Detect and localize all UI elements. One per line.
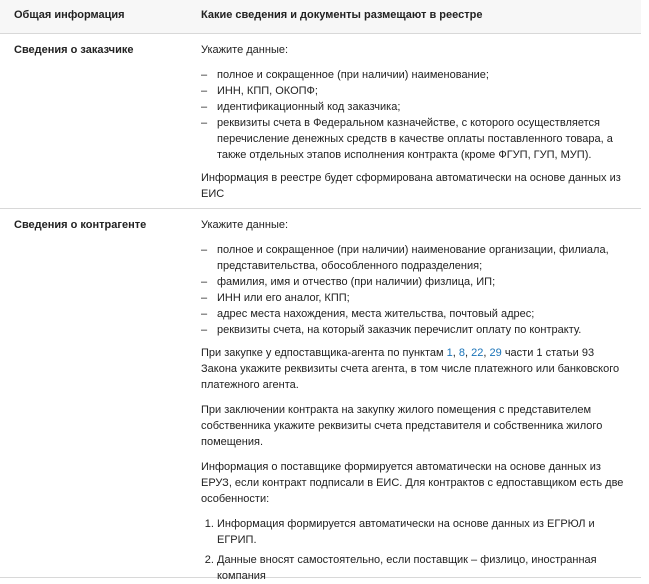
contractor-details: [201, 209, 641, 582]
table-row-contractor: [0, 209, 641, 582]
table-row-customer: [0, 34, 641, 209]
list-item: – ИНН или его аналог, КПП;: [201, 290, 633, 306]
list-item: – ИНН, КПП, ОКОПФ;: [201, 83, 633, 99]
housing-paragraph: При заключении контракта на закупку жилого помещения с представителем собственника укажите реквизиты счета представителя и собственника жилого помещения.: [201, 404, 603, 448]
customer-label: Сведения о заказчике: [14, 44, 134, 56]
customer-details: [201, 34, 641, 208]
table-header: [0, 0, 641, 34]
features-list: [201, 516, 633, 584]
supplier-info-paragraph: Информация о поставщике формируется автоматически на основе данных из ЕРУЗ, если контракт подписали в ЕИС. Для контрактов с едпоставщиком есть две особенности:: [201, 461, 624, 505]
customer-note: Информация в реестре будет сформирована автоматически на основе данных из ЕИС: [201, 172, 621, 200]
list-item: – полное и сокращенное (при наличии) наименование организации, филиала, представительства, обособленного подразделения;: [201, 242, 633, 274]
law-point-link-1[interactable]: 1: [446, 347, 453, 359]
contractor-list: [201, 242, 633, 338]
agent-text-pre: При закупке у едпоставщика-агента по пунктам: [201, 347, 447, 359]
agent-paragraph: При закупке у едпоставщика-агента по пунктам 1, 8, 22, 29 части 1 статьи 93 Закона укажите реквизиты счета агента, в том числе платежного или банковского платежного агента.: [201, 347, 620, 391]
list-item: – адрес места нахождения, места жительства, почтовый адрес;: [201, 306, 633, 322]
customer-list: [201, 67, 633, 163]
header-col-details: Какие сведения и документы размещают в реестре: [201, 9, 483, 21]
contractor-intro: Укажите данные:: [201, 219, 289, 231]
header-col-general: Общая информация: [14, 9, 125, 21]
list-item: 1. Информация формируется автоматически на основе данных из ЕГРЮЛ и ЕГРИП.: [217, 516, 633, 548]
law-point-link-22[interactable]: 22: [471, 347, 484, 359]
list-item: – реквизиты счета, на который заказчик перечислит оплату по контракту.: [201, 322, 633, 338]
list-item: – идентификационный код заказчика;: [201, 99, 633, 115]
list-item: 2. Данные вносят самостоятельно, если поставщик – физлицо, иностранная компания: [217, 552, 633, 584]
law-point-link-29[interactable]: 29: [489, 347, 502, 359]
customer-intro: Укажите данные:: [201, 44, 289, 56]
law-point-link-8[interactable]: 8: [458, 347, 466, 359]
agent-text-post: части 1 статьи 93 Закона укажите реквизиты счета агента, в том числе платежного или банковского платежного агента.: [201, 347, 620, 391]
list-item: – фамилия, имя и отчество (при наличии) физлица, ИП;: [201, 274, 633, 290]
list-item: – полное и сокращенное (при наличии) наименование;: [201, 67, 633, 83]
list-item: – реквизиты счета в Федеральном казначействе, с которого осуществляется перечисление денежных средств в качестве оплаты поставленного товара, а также отдельных этапов исполнения контракта (кроме ФГУП, ГУП, МУП).: [201, 115, 633, 163]
contractor-label: Сведения о контрагенте: [14, 219, 147, 231]
